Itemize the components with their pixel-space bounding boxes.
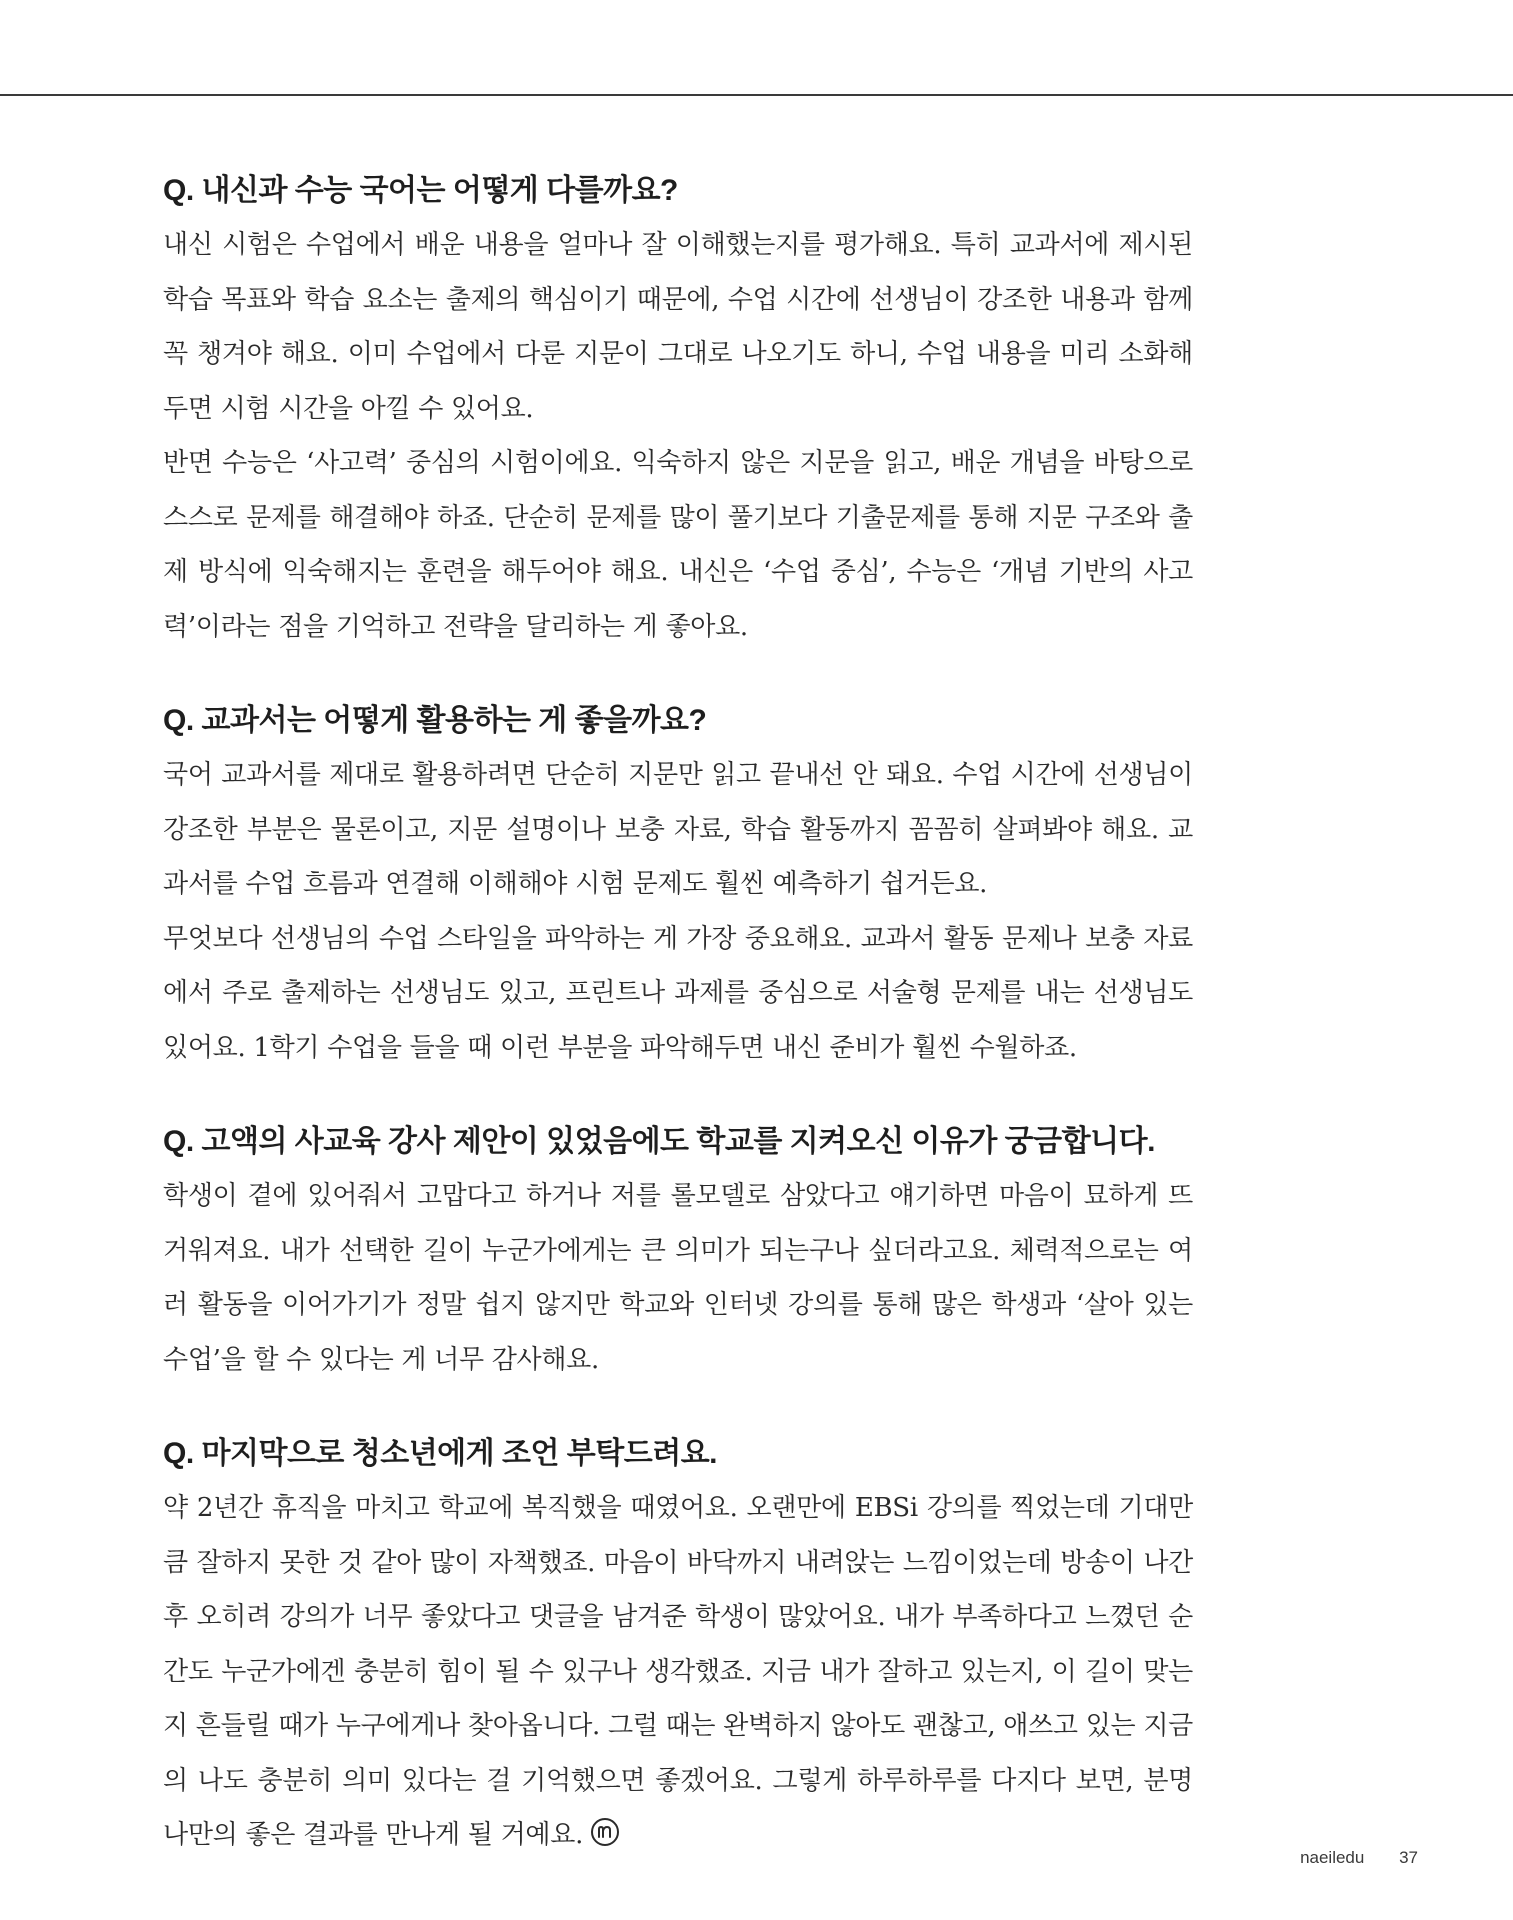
answer-paragraph: 학생이 곁에 있어줘서 고맙다고 하거나 저를 롤모델로 삼았다고 얘기하면 마음이 묘하게 뜨거워져요. 내가 선택한 길이 누군가에게는 큰 의미가 되는구나 싶더라고요. 체력적으로는 여러 활동을 이어가기가 정말 쉽지 않지만 학교와 인터넷 강의를 통해 많은 학생과 ‘살아 있는 수업’을 할 수 있다는 게 너무 감사해요.: [163, 1181, 1193, 1375]
naeil-logo-end-mark-icon: [591, 1818, 619, 1846]
top-rule: [0, 94, 1513, 96]
qa-section-4: [163, 1431, 1193, 1863]
answer-paragraph: 무엇보다 선생님의 수업 스타일을 파악하는 게 가장 중요해요. 교과서 활동 문제나 보충 자료에서 주로 출제하는 선생님도 있고, 프린트나 과제를 중심으로 서술형 문제를 내는 선생님도 있어요. 1학기 수업을 들을 때 이런 부분을 파악해두면 내신 준비가 훨씬 수월하죠.: [163, 923, 1193, 1063]
answer-paragraph: 국어 교과서를 제대로 활용하려면 단순히 지문만 읽고 끝내선 안 돼요. 수업 시간에 선생님이 강조한 부분은 물론이고, 지문 설명이나 보충 자료, 학습 활동까지 꼼꼼히 살펴봐야 해요. 교과서를 수업 흐름과 연결해 이해해야 시험 문제도 훨씬 예측하기 쉽거든요.: [163, 760, 1193, 899]
question-heading: Q. 내신과 수능 국어는 어떻게 다를까요?: [163, 174, 678, 207]
answer-paragraph: 반면 수능은 ‘사고력’ 중심의 시험이에요. 익숙하지 않은 지문을 읽고, 배운 개념을 바탕으로 스스로 문제를 해결해야 하죠. 단순히 문제를 많이 풀기보다 기출문제를 통해 지문 구조와 출제 방식에 익숙해지는 훈련을 해두어야 해요. 내신은 ‘수업 중심’, 수능은 ‘개념 기반의 사고력’이라는 점을 기억하고 전략을 달리하는 게 좋아요.: [163, 448, 1193, 642]
question-heading: Q. 마지막으로 청소년에게 조언 부탁드려요.: [163, 1437, 718, 1470]
page-number: 37: [1399, 1848, 1418, 1867]
answer-text: 약 2년간 휴직을 마치고 학교에 복직했을 때였어요. 오랜만에 EBSi 강의를 찍었는데 기대만큼 잘하지 못한 것 같아 많이 자책했죠. 마음이 바닥까지 내려앉는 느낌이었는데 방송이 나간 후 오히려 강의가 너무 좋았다고 댓글을 남겨준 학생이 많았어요. 내가 부족하다고 느꼈던 순간도 누군가에겐 충분히 힘이 될 수 있구나 생각했죠. 지금 내가 잘하고 있는지, 이 길이 맞는지 흔들릴 때가 누구에게나 찾아옵니다. 그럴 때는 완벽하지 않아도 괜찮고, 애쓰고 있는 지금의 나도 충분히 의미 있다는 걸 기억했으면 좋겠어요. 그렇게 하루하루를 다지다 보면, 분명 나만의 좋은 결과를 만나게 될 거예요.: [163, 1493, 1193, 1850]
answer-paragraph: [163, 1481, 1193, 1863]
footer-brand: naeiledu: [1300, 1848, 1365, 1867]
qa-section-3: [163, 1119, 1193, 1387]
article-body: [163, 168, 1193, 1907]
question-heading: Q. 고액의 사교육 강사 제안이 있었음에도 학교를 지켜오신 이유가 궁금합니다.: [163, 1125, 1155, 1158]
qa-section-2: [163, 698, 1193, 1075]
qa-section-1: [163, 168, 1193, 654]
question-heading: Q. 교과서는 어떻게 활용하는 게 좋을까요?: [163, 704, 707, 737]
page-footer: [1300, 1848, 1418, 1868]
answer-paragraph: 내신 시험은 수업에서 배운 내용을 얼마나 잘 이해했는지를 평가해요. 특히 교과서에 제시된 학습 목표와 학습 요소는 출제의 핵심이기 때문에, 수업 시간에 선생님이 강조한 내용과 함께 꼭 챙겨야 해요. 이미 수업에서 다룬 지문이 그대로 나오기도 하니, 수업 내용을 미리 소화해 두면 시험 시간을 아낄 수 있어요.: [163, 230, 1193, 424]
